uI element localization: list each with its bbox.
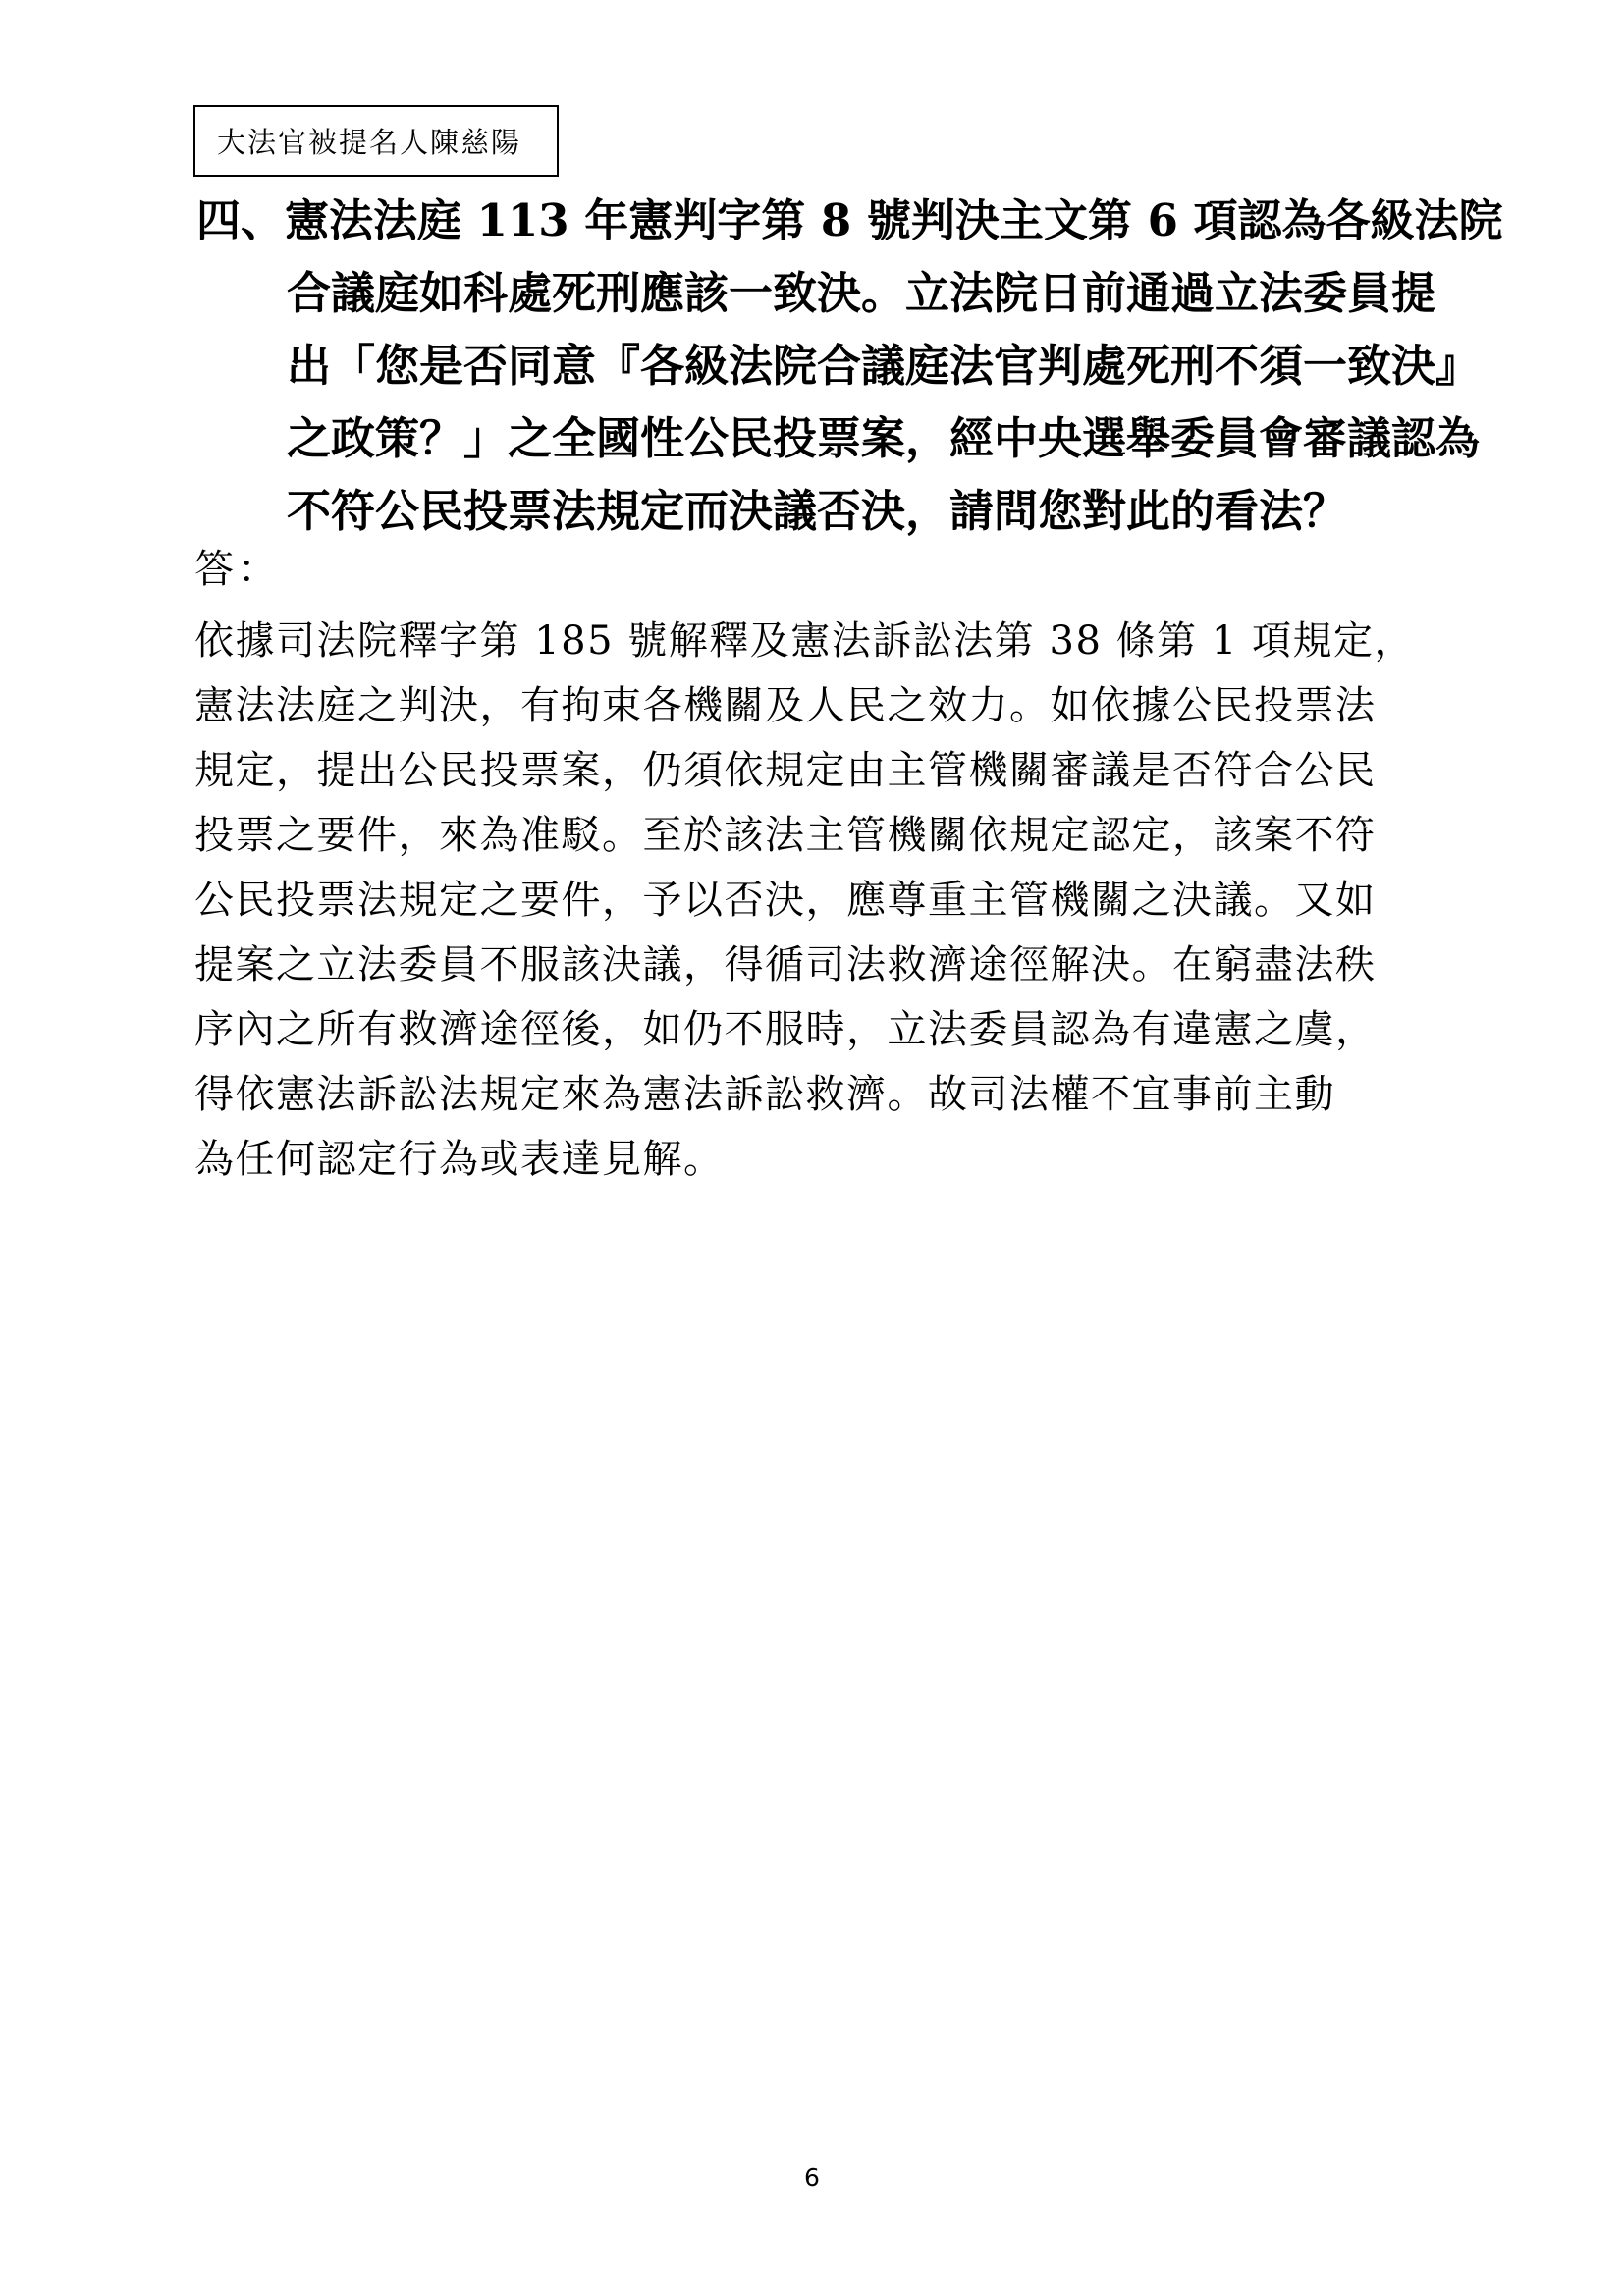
question-line: 合議庭如科處死刑應該一致決。立法院日前通過立法委員提 xyxy=(287,267,1436,319)
nominee-header-box xyxy=(193,105,559,177)
answer-line: 提案之立法委員不服該決議，得循司法救濟途徑解決。在窮盡法秩 xyxy=(194,942,1377,988)
answer-line: 得依憲法訴訟法規定來為憲法訴訟救濟。故司法權不宜事前主動 xyxy=(194,1072,1335,1117)
question-line: 四、憲法法庭 113 年憲判字第 8 號判決主文第 6 項認為各級法院 xyxy=(196,194,1503,246)
answer-line: 依據司法院釋字第 185 號解釋及憲法訴訟法第 38 條第 1 項規定， xyxy=(194,618,1415,664)
answer-line: 投票之要件，來為准駁。至於該法主管機關依規定認定，該案不符 xyxy=(194,813,1377,858)
question-line: 出「您是否同意『各級法院合議庭法官判處死刑不須一致決』 xyxy=(287,340,1481,392)
answer-line: 為任何認定行為或表達見解。 xyxy=(194,1137,725,1182)
nominee-label: 大法官被提名人陳慈陽 xyxy=(217,126,522,159)
answer-label: 答： xyxy=(194,547,281,592)
answer-block xyxy=(194,609,1451,1192)
answer-line: 規定，提出公民投票案，仍須依規定由主管機關審議是否符合公民 xyxy=(194,748,1377,793)
answer-line: 序內之所有救濟途徑後，如仍不服時，立法委員認為有違憲之虞， xyxy=(194,1007,1377,1052)
question-line: 不符公民投票法規定而決議否決，請問您對此的看法？ xyxy=(287,485,1348,537)
answer-line: 公民投票法規定之要件，予以否決，應尊重主管機關之決議。又如 xyxy=(194,878,1377,923)
question-block xyxy=(196,185,1503,548)
question-line: 之政策？」之全國性公民投票案，經中央選舉委員會審議認為 xyxy=(287,412,1481,464)
page-number: 6 xyxy=(804,2163,820,2192)
answer-line: 憲法法庭之判決，有拘束各機關及人民之效力。如依據公民投票法 xyxy=(194,683,1377,728)
